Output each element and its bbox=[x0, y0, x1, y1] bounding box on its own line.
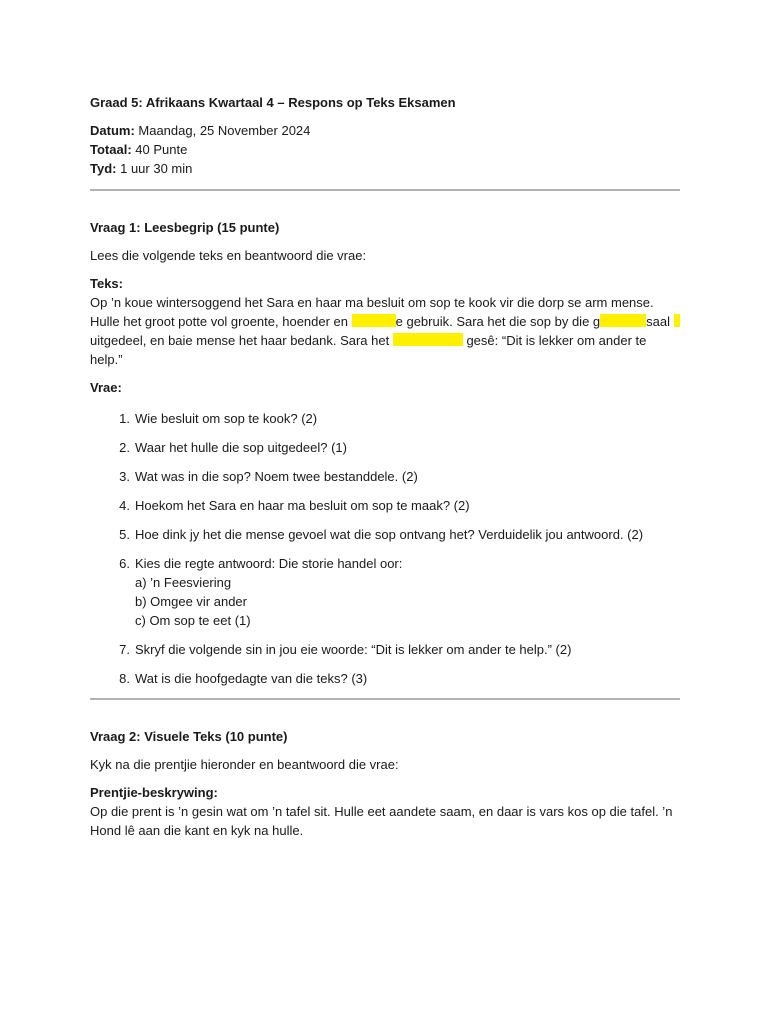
question-text: Skryf die volgende sin in jou eie woorde: “Dit is lekker om ander te help.” (2) bbox=[135, 642, 572, 657]
date-value: Maandag, 25 November 2024 bbox=[134, 123, 311, 138]
question-number: 6. bbox=[119, 556, 130, 571]
answer-option: c) Om sop te eet (1) bbox=[135, 613, 251, 628]
question-number: 8. bbox=[119, 671, 130, 686]
time-label: Tyd: bbox=[90, 161, 117, 176]
divider bbox=[90, 189, 680, 191]
divider bbox=[90, 698, 680, 700]
question-text: Wat is die hoofgedagte van die teks? (3) bbox=[135, 671, 368, 686]
question-text: Wat was in die sop? Noem twee bestanddele. (2) bbox=[135, 469, 418, 484]
time-line bbox=[90, 159, 680, 178]
highlight-mark bbox=[600, 314, 646, 327]
picture-description: Op die prent is ’n gesin wat om ’n tafel sit. Hulle eet aandete saam, en daar is vars kos op die tafel. ’n Hond lê aan die kant en kyk na hulle. bbox=[90, 804, 673, 838]
list-item bbox=[90, 525, 680, 544]
reading-text bbox=[90, 274, 680, 369]
question-list bbox=[90, 409, 680, 688]
question-text: Wie besluit om sop te kook? (2) bbox=[135, 411, 318, 426]
question2-title: Vraag 2: Visuele Teks (10 punte) bbox=[90, 729, 288, 744]
question2-intro: Kyk na die prentjie hieronder en beantwoord die vrae: bbox=[90, 757, 399, 772]
question-number: 2. bbox=[119, 440, 130, 455]
list-item bbox=[90, 409, 680, 428]
question-number: 1. bbox=[119, 411, 130, 426]
highlight-mark bbox=[674, 314, 680, 327]
question1-intro: Lees die volgende teks en beantwoord die vrae: bbox=[90, 248, 367, 263]
list-item bbox=[90, 640, 680, 659]
list-item bbox=[90, 669, 680, 688]
date-label: Datum: bbox=[90, 123, 135, 138]
passage-part-4: uitgedeel, en baie mense het haar bedank. Sara het bbox=[90, 333, 393, 348]
document-title: Graad 5: Afrikaans Kwartaal 4 – Respons op Teks Eksamen bbox=[90, 95, 456, 110]
answer-option: a) ’n Feesviering bbox=[135, 575, 232, 590]
time-value: 1 uur 30 min bbox=[116, 161, 193, 176]
answer-option: b) Omgee vir ander bbox=[135, 594, 247, 609]
question-number: 7. bbox=[119, 642, 130, 657]
question-text: Hoekom het Sara en haar ma besluit om sop te maak? (2) bbox=[135, 498, 470, 513]
total-line bbox=[90, 140, 680, 159]
highlight-mark bbox=[393, 333, 463, 346]
questions-label: Vrae: bbox=[90, 380, 122, 395]
date-line bbox=[90, 121, 680, 140]
highlight-mark bbox=[352, 314, 396, 327]
picture-label: Prentjie-beskrywing: bbox=[90, 785, 218, 800]
question-number: 4. bbox=[119, 498, 130, 513]
list-item bbox=[90, 467, 680, 486]
question-text: Waar het hulle die sop uitgedeel? (1) bbox=[135, 440, 347, 455]
question-text: Hoe dink jy het die mense gevoel wat die sop ontvang het? Verduidelik jou antwoord. (2) bbox=[135, 527, 644, 542]
document-content bbox=[90, 93, 680, 840]
question1-title: Vraag 1: Leesbegrip (15 punte) bbox=[90, 220, 280, 235]
question-text: Kies die regte antwoord: Die storie handel oor: bbox=[135, 556, 403, 571]
total-label: Totaal: bbox=[90, 142, 132, 157]
list-item bbox=[90, 438, 680, 457]
passage-part-3: saal bbox=[646, 314, 671, 329]
question-number: 5. bbox=[119, 527, 130, 542]
text-label: Teks: bbox=[90, 276, 123, 291]
passage-part-5: gesê: “Dit is lekker om ander te help.” bbox=[90, 333, 647, 367]
passage-part-2: e gebruik. Sara het die sop by die g bbox=[395, 314, 601, 329]
passage-part-1: Op ’n koue wintersoggend het Sara en haar ma besluit om sop te kook vir die dorp se arm mense. Hulle het groot potte vol groente, hoender en bbox=[90, 295, 654, 329]
total-value: 40 Punte bbox=[131, 142, 188, 157]
list-item bbox=[90, 496, 680, 515]
list-item bbox=[90, 554, 680, 630]
question-number: 3. bbox=[119, 469, 130, 484]
reading-passage bbox=[90, 293, 680, 369]
